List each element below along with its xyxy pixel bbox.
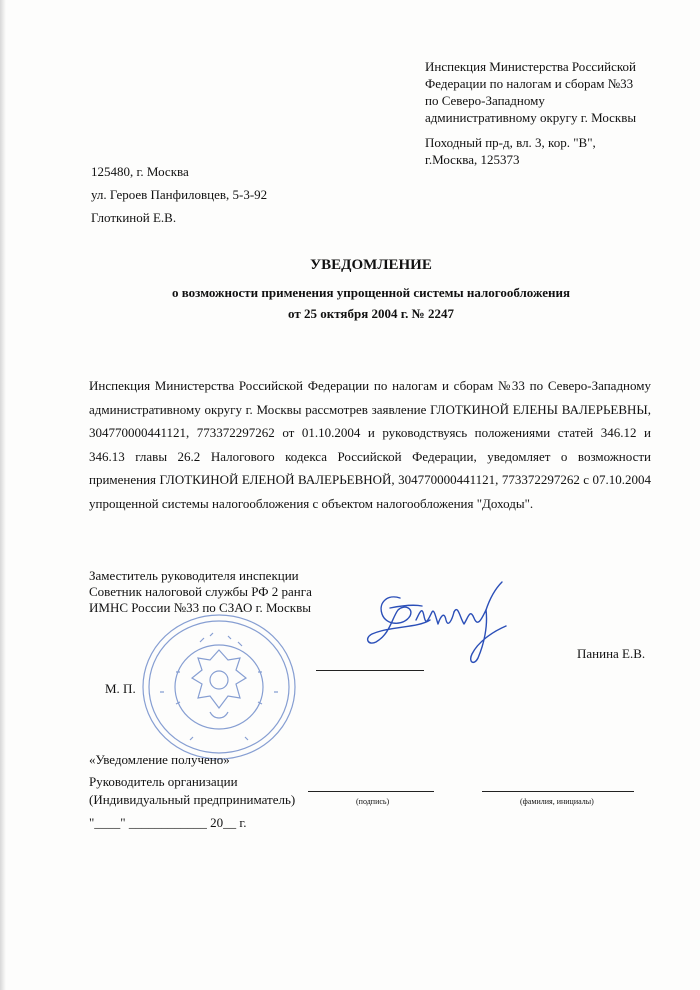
receipt-date-line: "____" ____________ 20__ г.	[89, 815, 247, 830]
signatory-line: Заместитель руководителя инспекции	[89, 568, 299, 583]
handwritten-signature	[360, 568, 530, 668]
authority-address-line: г.Москва, 125373	[425, 152, 520, 167]
received-label: «Уведомление получено»	[89, 752, 230, 767]
authority-line: Инспекция Министерства Российской	[425, 59, 636, 74]
notice-body	[89, 374, 651, 515]
signature-field-line	[308, 791, 434, 792]
document-title: УВЕДОМЛЕНИЕ	[310, 257, 432, 273]
signature-caption: (подпись)	[356, 797, 390, 806]
recipient-authority-block	[425, 58, 685, 168]
authority-line: административному округу г. Москвы	[425, 110, 637, 125]
spacer	[425, 126, 685, 134]
document-subtitle: о возможности применения упрощенной системы налогообложения	[171, 285, 571, 300]
authority-line: по Северо-Западному	[425, 93, 545, 108]
signatory-name: Панина Е.В.	[577, 646, 646, 661]
head-label: Руководитель организации	[89, 774, 238, 789]
document-date-number: от 25 октября 2004 г. № 2247	[288, 306, 454, 321]
addressee-line: 125480, г. Москва	[91, 164, 189, 179]
scan-edge	[0, 0, 6, 990]
signatory-line: Советник налоговой службы РФ 2 ранга	[89, 584, 312, 599]
signatory-line: ИМНС России №33 по СЗАО г. Москвы	[89, 600, 311, 615]
signatory-block	[89, 568, 312, 616]
addressee-line: Глоткиной Е.В.	[91, 210, 177, 225]
official-seal	[140, 612, 298, 762]
seal-label: М. П.	[105, 681, 136, 696]
addressee-block	[91, 163, 267, 232]
authority-address-line: Походный пр-д, вл. 3, кор. "В",	[425, 135, 596, 150]
authority-line: Федерации по налогам и сборам №33	[425, 76, 634, 91]
addressee-line: ул. Героев Панфиловцев, 5-3-92	[91, 187, 268, 202]
name-caption: (фамилия, инициалы)	[520, 797, 594, 806]
name-field-line	[482, 791, 634, 792]
signature-line	[316, 670, 424, 671]
notice-paragraph: Инспекция Министерства Российской Федерации по налогам и сборам №33 по Северо-Западному административному округу г. Москвы рассмотрев заявление ГЛОТКИНОЙ ЕЛЕНЫ ВАЛЕРЬЕВНЫ, 304770000441121, 773372297262 от 01.10.2004 и руководствуясь положениями статей 346.12 и 346.13 главы 26.2 Налогового кодекса Российской Федерации, уведомляет о возможности применения ГЛОТКИНОЙ ЕЛЕНОЙ ВАЛЕРЬЕВНОЙ, 304770000441121, 773372297262 с 07.10.2004 упрощенной системы налогообложения с объектом налогообложения "Доходы".	[89, 378, 651, 511]
entrepreneur-label: (Индивидуальный предприниматель)	[89, 792, 296, 807]
